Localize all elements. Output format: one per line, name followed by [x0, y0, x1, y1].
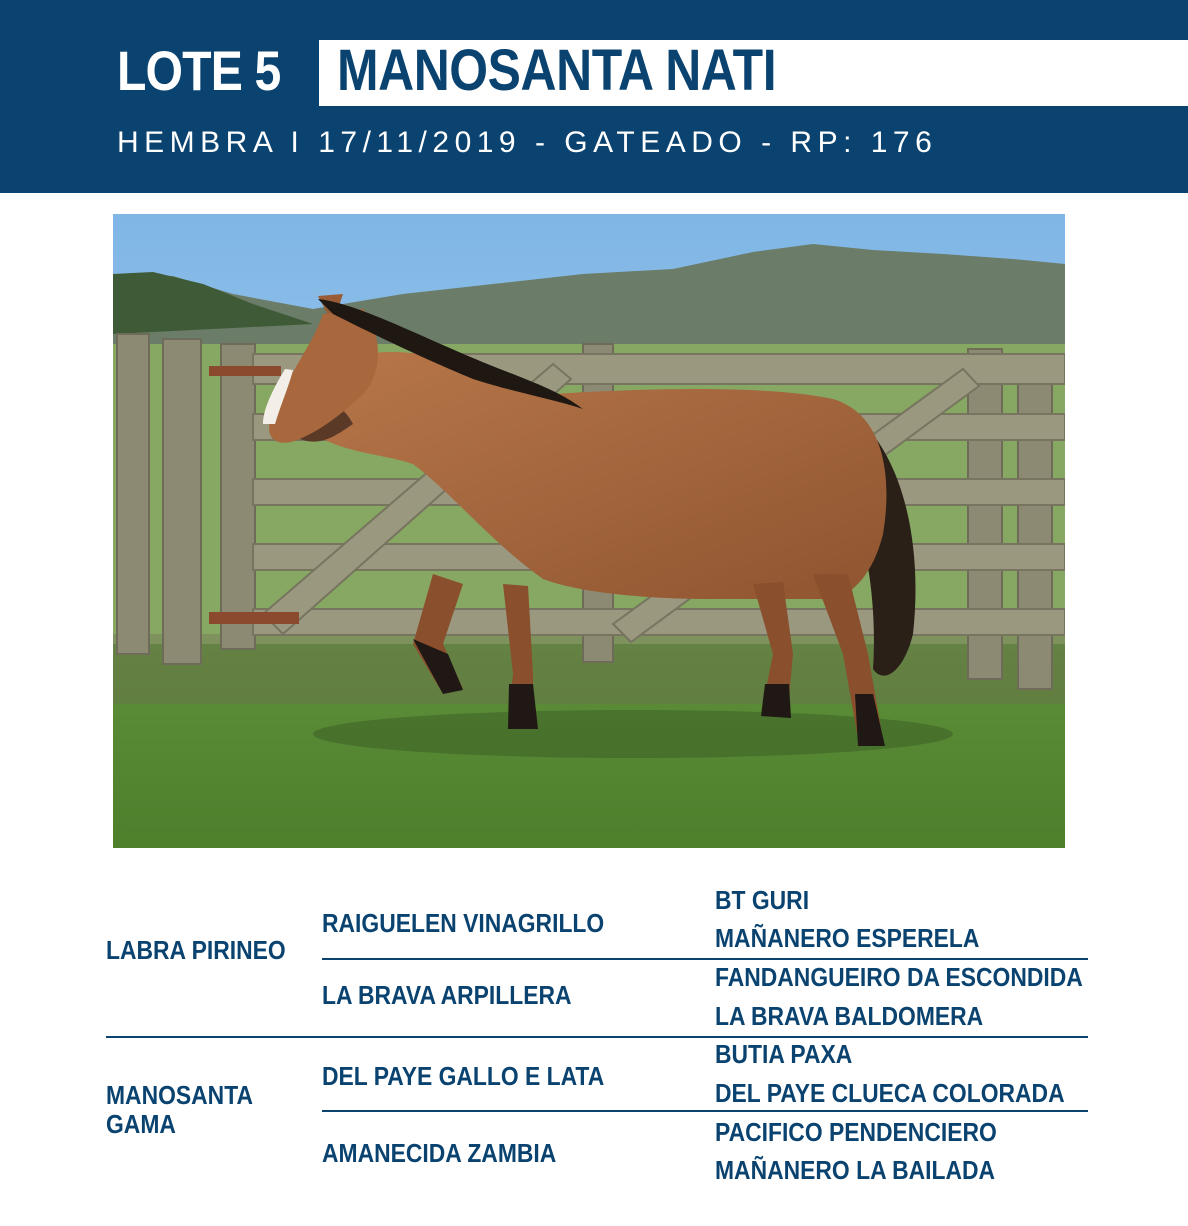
- pedigree-divider: [322, 1110, 1088, 1112]
- maternal-grandsire: DEL PAYE GALLO E LATA: [322, 1061, 605, 1091]
- horse-name: MANOSANTA NATI: [337, 38, 777, 103]
- pedigree-divider: [106, 1036, 1088, 1038]
- great-grandparent-7: PACIFICO PENDENCIERO: [715, 1117, 997, 1147]
- great-grandparent-8: MAÑANERO LA BAILADA: [715, 1155, 996, 1185]
- maternal-granddam: AMANECIDA ZAMBIA: [322, 1138, 557, 1168]
- horse-photo-illustration: [113, 214, 1065, 848]
- great-grandparent-5: BUTIA PAXA: [715, 1039, 853, 1069]
- lot-number: LOTE 5: [117, 39, 281, 102]
- paternal-granddam: LA BRAVA ARPILLERA: [322, 980, 572, 1010]
- great-grandparent-6: DEL PAYE CLUECA COLORADA: [715, 1078, 1065, 1108]
- great-grandparent-2: MAÑANERO ESPERELA: [715, 923, 980, 953]
- horse-details: HEMBRA I 17/11/2019 - GATEADO - RP: 176: [117, 126, 938, 159]
- sire-name: LABRA PIRINEO: [106, 935, 286, 965]
- paternal-grandsire: RAIGUELEN VINAGRILLO: [322, 908, 605, 938]
- dam-name-line1: MANOSANTA: [106, 1080, 254, 1110]
- dam-name-line2: GAMA: [106, 1109, 176, 1139]
- horse-name-box: [319, 40, 1188, 106]
- header-banner: [0, 0, 1188, 193]
- great-grandparent-4: LA BRAVA BALDOMERA: [715, 1001, 984, 1031]
- pedigree-divider: [322, 958, 1088, 960]
- great-grandparent-3: FANDANGUEIRO DA ESCONDIDA: [715, 962, 1083, 992]
- great-grandparent-1: BT GURI: [715, 885, 810, 915]
- horse-photo: [113, 214, 1065, 848]
